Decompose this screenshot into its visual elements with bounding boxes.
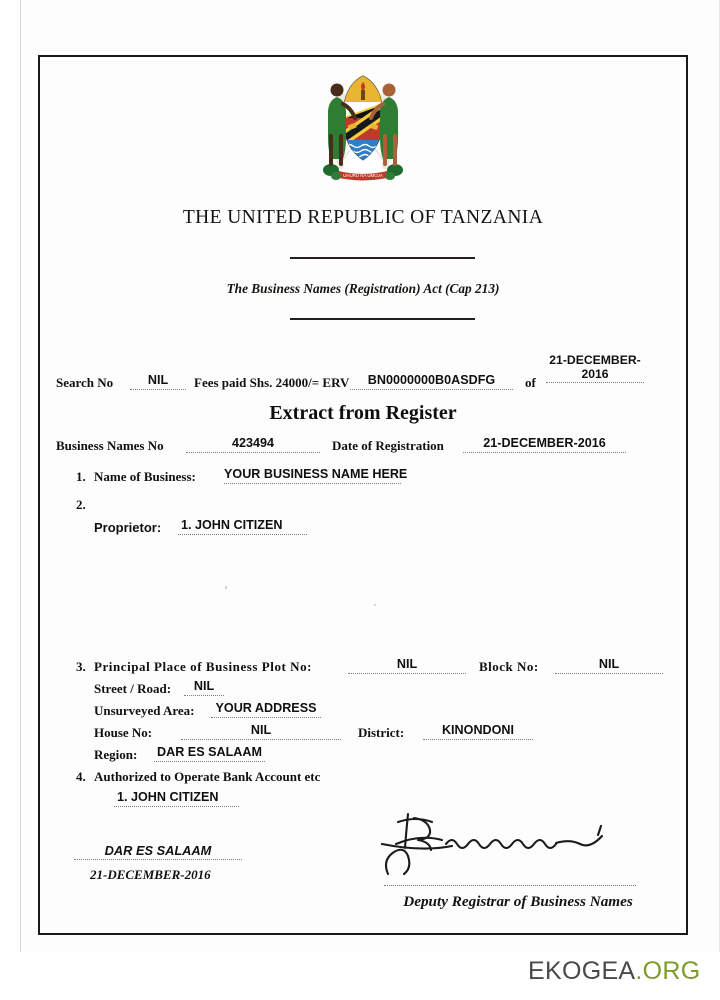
item2-number: 2. <box>76 497 86 512</box>
divider-rule-bottom <box>290 318 475 320</box>
business-names-no-value[interactable]: 423494 <box>186 436 320 453</box>
bank-signatory-value[interactable]: 1. JOHN CITIZEN <box>114 790 239 807</box>
ekogea-watermark <box>528 957 701 986</box>
plot-no-value[interactable]: NIL <box>348 657 466 674</box>
tanzania-coat-of-arms-icon <box>321 60 405 185</box>
watermark-tld: .ORG <box>635 957 701 985</box>
unsurveyed-area-label: Unsurveyed Area: <box>94 703 195 718</box>
unsurveyed-area-row <box>38 703 688 725</box>
erv-number-value[interactable]: BN0000000B0ASDFG <box>350 373 513 390</box>
registration-row <box>38 438 688 460</box>
business-names-no-label: Business Names No <box>56 438 164 453</box>
region-value[interactable]: DAR ES SALAAM <box>154 745 265 762</box>
date-of-registration-value[interactable]: 21-DECEMBER-2016 <box>463 436 626 453</box>
region-row <box>38 747 688 769</box>
block-no-label: Block No: <box>479 659 539 674</box>
issue-date-value: 21-DECEMBER-2016 <box>90 867 211 882</box>
certificate-content <box>38 55 688 935</box>
house-district-row <box>38 725 688 747</box>
block-no-value[interactable]: NIL <box>555 657 663 674</box>
item3-number: 3. <box>76 659 86 674</box>
item4-number: 4. <box>76 769 86 784</box>
search-no-value[interactable]: NIL <box>130 373 186 390</box>
signature-block <box>368 800 668 910</box>
street-road-value[interactable]: NIL <box>184 679 224 696</box>
principal-place-row <box>38 659 688 681</box>
fees-paid-label: Fees paid Shs. 24000/= ERV <box>194 375 350 390</box>
bank-account-row <box>38 769 688 791</box>
date-of-registration-label: Date of Registration <box>332 438 444 453</box>
issue-place-value: DAR ES SALAAM <box>104 843 212 858</box>
svg-text:UHURU NA UMOJA: UHURU NA UMOJA <box>343 173 383 178</box>
of-label: of <box>525 375 536 390</box>
business-name-row <box>38 469 688 491</box>
proprietor-value[interactable]: 1. JOHN CITIZEN <box>178 518 307 535</box>
extract-heading: Extract from Register <box>269 402 457 424</box>
search-fees-row <box>38 353 688 397</box>
watermark-name: EKOGEA <box>528 957 636 985</box>
proprietor-label: Proprietor: <box>94 520 162 535</box>
district-value[interactable]: KINONDONI <box>423 723 533 740</box>
name-of-business-value[interactable]: YOUR BUSINESS NAME HERE <box>224 467 401 484</box>
street-road-label: Street / Road: <box>94 681 172 696</box>
page-title: THE UNITED REPUBLIC OF TANZANIA <box>182 207 544 228</box>
proprietor-number-row <box>38 497 688 519</box>
act-subtitle: The Business Names (Registration) Act (Cap 213) <box>226 281 500 296</box>
name-of-business-label: Name of Business: <box>94 469 196 484</box>
signature-line <box>384 885 636 886</box>
region-label: Region: <box>94 747 138 762</box>
principal-place-label: Principal Place of Business Plot No: <box>94 659 313 674</box>
house-no-label: House No: <box>94 725 153 740</box>
district-label: District: <box>358 725 405 740</box>
house-no-value[interactable]: NIL <box>181 723 341 740</box>
unsurveyed-area-value[interactable]: YOUR ADDRESS <box>211 701 321 718</box>
bank-account-label: Authorized to Operate Bank Account etc <box>94 769 321 784</box>
search-date-value[interactable]: 21-DECEMBER-2016 <box>549 353 641 381</box>
proprietor-row <box>38 520 688 542</box>
item1-number: 1. <box>76 469 86 484</box>
search-no-label: Search No <box>56 375 114 390</box>
street-road-row <box>38 681 688 703</box>
divider-rule-top <box>290 257 475 259</box>
scan-speck <box>374 604 376 606</box>
signatory-title: Deputy Registrar of Business Names <box>403 893 633 910</box>
handwritten-signature <box>368 800 658 886</box>
scanned-certificate-page <box>20 0 720 952</box>
scan-speck <box>225 586 227 589</box>
